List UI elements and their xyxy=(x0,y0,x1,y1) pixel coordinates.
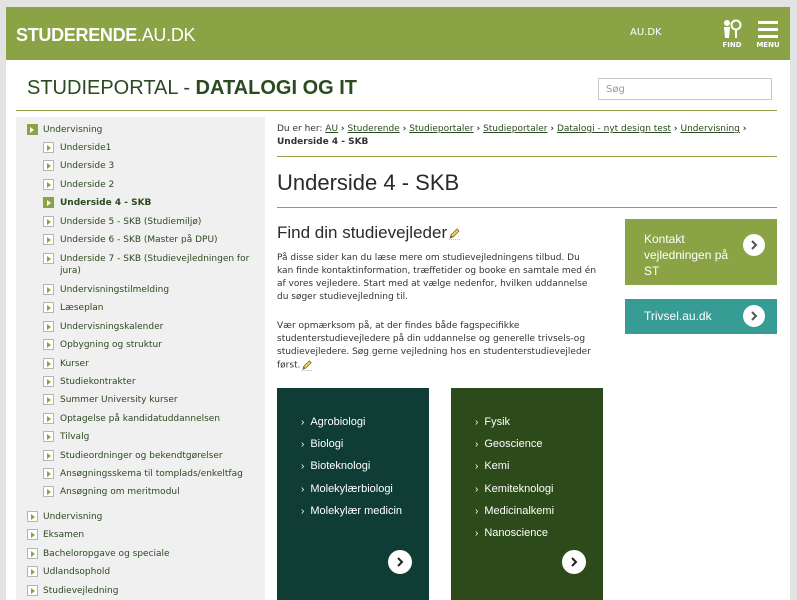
chevron-right-icon: › xyxy=(475,417,479,428)
sidebar-item-label: Underside1 xyxy=(60,143,112,153)
site-logo[interactable] xyxy=(16,25,195,46)
sidebar-item-laeseplan[interactable] xyxy=(16,299,265,317)
au-dk-link[interactable]: AU.DK xyxy=(630,27,662,38)
sidebar-item-underside-5[interactable] xyxy=(16,213,265,231)
arrow-right-circle-button[interactable] xyxy=(388,550,412,574)
sidebar-item-studieordninger[interactable] xyxy=(16,447,265,465)
sidebar-item-label: Ansøgningsskema til tomplads/enkeltfag xyxy=(60,469,243,479)
contact-guidance-box[interactable] xyxy=(625,219,777,285)
arrow-icon xyxy=(43,253,54,264)
sidebar-item-label: Undervisningstilmelding xyxy=(60,285,170,295)
sidebar-item-bacheloropgave[interactable] xyxy=(16,545,265,563)
portal-title-prefix: STUDIEPORTAL - xyxy=(27,77,196,99)
program-link[interactable] xyxy=(301,438,343,450)
sidebar-item-label: Studiekontrakter xyxy=(60,377,136,387)
sidebar-item-label: Undervisning xyxy=(43,125,103,135)
program-label: Agrobiologi xyxy=(310,416,366,428)
trivsel-label: Trivsel.au.dk xyxy=(644,309,712,323)
sidebar-item-label: Underside 7 - SKB (Studievejledningen for jura) xyxy=(60,254,250,276)
program-label: Biologi xyxy=(310,438,344,450)
sidebar-item-meritmodul[interactable] xyxy=(16,483,265,501)
arrow-icon xyxy=(27,511,38,522)
chevron-right-icon: › xyxy=(475,528,479,539)
breadcrumb-link-datalogi[interactable]: Datalogi - nyt design test xyxy=(556,124,672,134)
arrow-icon xyxy=(43,321,54,332)
note-paragraph-text: Vær opmærksom på, at der findes både fagspecifikke studenterstudievejledere på din uddannelse og generelle trivsels-og studievejledere. Søg gerne vejledning hos en studenterstudievejleder først. xyxy=(277,321,591,371)
program-link[interactable] xyxy=(475,460,509,472)
sidebar-item-undervisning[interactable] xyxy=(16,121,265,139)
sidebar-item-studievejledning[interactable] xyxy=(16,582,265,600)
sidebar-nav xyxy=(16,117,265,600)
program-label: Kemiteknologi xyxy=(484,483,554,495)
program-panel-life-science xyxy=(277,388,429,600)
breadcrumb-link-studieportaler-2[interactable]: Studieportaler xyxy=(483,124,548,134)
program-label: Fysik xyxy=(484,416,511,428)
chevron-right-icon: › xyxy=(475,461,479,472)
arrow-right-circle-icon xyxy=(743,305,765,327)
sidebar-item-tilvalg[interactable] xyxy=(16,428,265,446)
program-label: Kemi xyxy=(484,460,510,472)
sidebar-item-underside-4-current[interactable] xyxy=(16,194,265,212)
program-link[interactable] xyxy=(301,483,393,495)
program-label: Medicinalkemi xyxy=(484,505,555,517)
sidebar-item-undervisningskalender[interactable] xyxy=(16,318,265,336)
sidebar-item-underside-6[interactable] xyxy=(16,231,265,249)
sidebar-item-label: Udlandsophold xyxy=(43,567,111,577)
arrow-icon xyxy=(43,234,54,245)
logo-bold-text: STUDERENDE xyxy=(16,25,138,45)
sidebar-item-label: Tilvalg xyxy=(60,432,90,442)
breadcrumb-link-studieportaler[interactable]: Studieportaler xyxy=(409,124,474,134)
sidebar-item-undervisningstilmelding[interactable] xyxy=(16,281,265,299)
sidebar-item-label: Underside 2 xyxy=(60,180,115,190)
chevron-right-icon: › xyxy=(301,506,305,517)
sidebar-item-label: Eksamen xyxy=(43,530,85,540)
chevron-right-icon: › xyxy=(475,439,479,450)
find-label: FIND xyxy=(722,41,742,49)
breadcrumb-prefix: Du er her: xyxy=(277,124,323,134)
find-location-icon xyxy=(721,19,743,39)
sidebar-item-label: Læseplan xyxy=(60,303,104,313)
sidebar-item-label: Ansøgning om meritmodul xyxy=(60,487,180,497)
chevron-right-icon: › xyxy=(475,506,479,517)
sidebar-item-studiekontrakter[interactable] xyxy=(16,373,265,391)
arrow-icon xyxy=(43,450,54,461)
sidebar-item-label: Kurser xyxy=(60,359,89,369)
program-link[interactable] xyxy=(475,438,542,450)
arrow-icon xyxy=(43,179,54,190)
sidebar-item-label: Underside 3 xyxy=(60,161,115,171)
arrow-icon xyxy=(43,302,54,313)
breadcrumb-link-au[interactable]: AU xyxy=(325,124,339,134)
arrow-icon xyxy=(43,468,54,479)
site-header xyxy=(6,7,790,60)
program-link[interactable] xyxy=(475,483,553,495)
arrow-icon xyxy=(43,394,54,405)
expanded-arrow-icon xyxy=(27,124,38,135)
arrow-icon xyxy=(43,142,54,153)
program-label: Molekylær medicin xyxy=(310,505,403,517)
page-frame xyxy=(6,7,790,600)
breadcrumb-current: Underside 4 - SKB xyxy=(277,137,369,147)
arrow-icon xyxy=(27,566,38,577)
sidebar-item-label: Studieordninger og bekendtgørelser xyxy=(60,451,223,461)
sidebar-item-label: Undervisningskalender xyxy=(60,322,164,332)
program-label: Nanoscience xyxy=(484,527,548,539)
trivsel-link-box[interactable] xyxy=(625,299,777,334)
sidebar-item-opbygning[interactable] xyxy=(16,336,265,354)
arrow-icon xyxy=(43,413,54,424)
program-link[interactable] xyxy=(475,416,510,428)
sidebar-item-label: Studievejledning xyxy=(43,586,119,596)
program-panel-natural-science xyxy=(451,388,603,600)
breadcrumb: Du er her: AU › Studerende › Studieportaler › Studieportaler › Datalogi - nyt design test › Undervisning › Underside 4 - SKB xyxy=(277,124,747,147)
chevron-right-icon: › xyxy=(301,417,305,428)
chevron-right-icon: › xyxy=(301,461,305,472)
breadcrumb-link-studerende[interactable]: Studerende xyxy=(347,124,400,134)
sidebar-item-underside1[interactable] xyxy=(16,139,265,157)
breadcrumb-link-undervisning[interactable]: Undervisning xyxy=(680,124,740,134)
sidebar-item-underside-3[interactable] xyxy=(16,157,265,175)
arrow-icon xyxy=(43,431,54,442)
sidebar-item-label: Bacheloropgave og speciale xyxy=(43,549,170,559)
sidebar-item-label: Summer University kurser xyxy=(60,395,178,405)
arrow-icon xyxy=(43,486,54,497)
hamburger-icon xyxy=(756,21,780,38)
sidebar-item-underside-7[interactable] xyxy=(16,250,265,280)
program-link[interactable] xyxy=(301,505,402,517)
arrow-icon xyxy=(43,284,54,295)
program-link[interactable] xyxy=(475,505,554,517)
sidebar-item-label: Underside 6 - SKB (Master på DPU) xyxy=(60,235,218,245)
chevron-right-icon: › xyxy=(301,484,305,495)
menu-label: MENU xyxy=(756,41,780,49)
sidebar-item-udlandsophold[interactable] xyxy=(16,563,265,581)
section-heading xyxy=(277,223,461,243)
note-paragraph xyxy=(277,320,597,373)
arrow-icon xyxy=(27,548,38,559)
arrow-icon xyxy=(43,376,54,387)
program-link[interactable] xyxy=(301,460,370,472)
intro-paragraph: På disse sider kan du læse mere om studievejledningens tilbud. Du kan finde kontaktinformation, træffetider og booke en samtale med én af vores vejledere. Start med at vælge nedenfor, hvilken uddannelse du søger studievejledning til. xyxy=(277,253,597,302)
title-divider xyxy=(16,110,777,111)
pencil-edit-icon[interactable] xyxy=(448,227,461,240)
sidebar-item-undervisning-2[interactable] xyxy=(16,508,265,526)
arrow-icon xyxy=(43,216,54,227)
arrow-icon xyxy=(43,160,54,171)
sidebar-item-label: Opbygning og struktur xyxy=(60,340,162,350)
breadcrumb-divider xyxy=(277,156,777,157)
heading-divider xyxy=(277,207,777,208)
pencil-edit-icon[interactable] xyxy=(301,359,313,371)
sidebar-item-underside-2[interactable] xyxy=(16,176,265,194)
find-button[interactable] xyxy=(720,19,744,53)
contact-guidance-label: Kontakt vejledningen på ST xyxy=(644,232,729,278)
portal-title xyxy=(27,77,357,100)
arrow-icon xyxy=(43,339,54,350)
sidebar-item-summer-university[interactable] xyxy=(16,391,265,409)
program-label: Molekylærbiologi xyxy=(310,483,393,495)
sidebar-item-optagelse[interactable] xyxy=(16,410,265,428)
arrow-icon xyxy=(43,358,54,369)
sidebar-item-kurser[interactable] xyxy=(16,355,265,373)
chevron-right-icon: › xyxy=(475,484,479,495)
page-title: Underside 4 - SKB xyxy=(277,170,460,195)
program-label: Geoscience xyxy=(484,438,543,450)
sidebar-item-eksamen[interactable] xyxy=(16,526,265,544)
sidebar-item-label: Undervisning xyxy=(43,512,103,522)
arrow-icon xyxy=(27,529,38,540)
sidebar-item-label: Underside 4 - SKB xyxy=(60,198,152,208)
program-link[interactable] xyxy=(475,527,548,539)
arrow-icon xyxy=(27,585,38,596)
menu-button[interactable] xyxy=(756,21,780,55)
current-arrow-icon xyxy=(43,197,54,208)
sidebar-item-label: Optagelse på kandidatuddannelsen xyxy=(60,414,221,424)
search-input[interactable] xyxy=(598,78,772,100)
program-link[interactable] xyxy=(301,416,365,428)
arrow-right-circle-button[interactable] xyxy=(562,550,586,574)
arrow-right-circle-icon xyxy=(743,234,765,256)
chevron-right-icon: › xyxy=(301,439,305,450)
sidebar-item-label: Underside 5 - SKB (Studiemiljø) xyxy=(60,217,202,227)
portal-title-bold: DATALOGI OG IT xyxy=(195,77,358,99)
program-label: Bioteknologi xyxy=(310,460,371,472)
logo-thin-text: .AU.DK xyxy=(137,25,196,45)
section-heading-text: Find din studievejleder xyxy=(277,223,448,242)
sidebar-item-ansoegningsskema[interactable] xyxy=(16,465,265,483)
